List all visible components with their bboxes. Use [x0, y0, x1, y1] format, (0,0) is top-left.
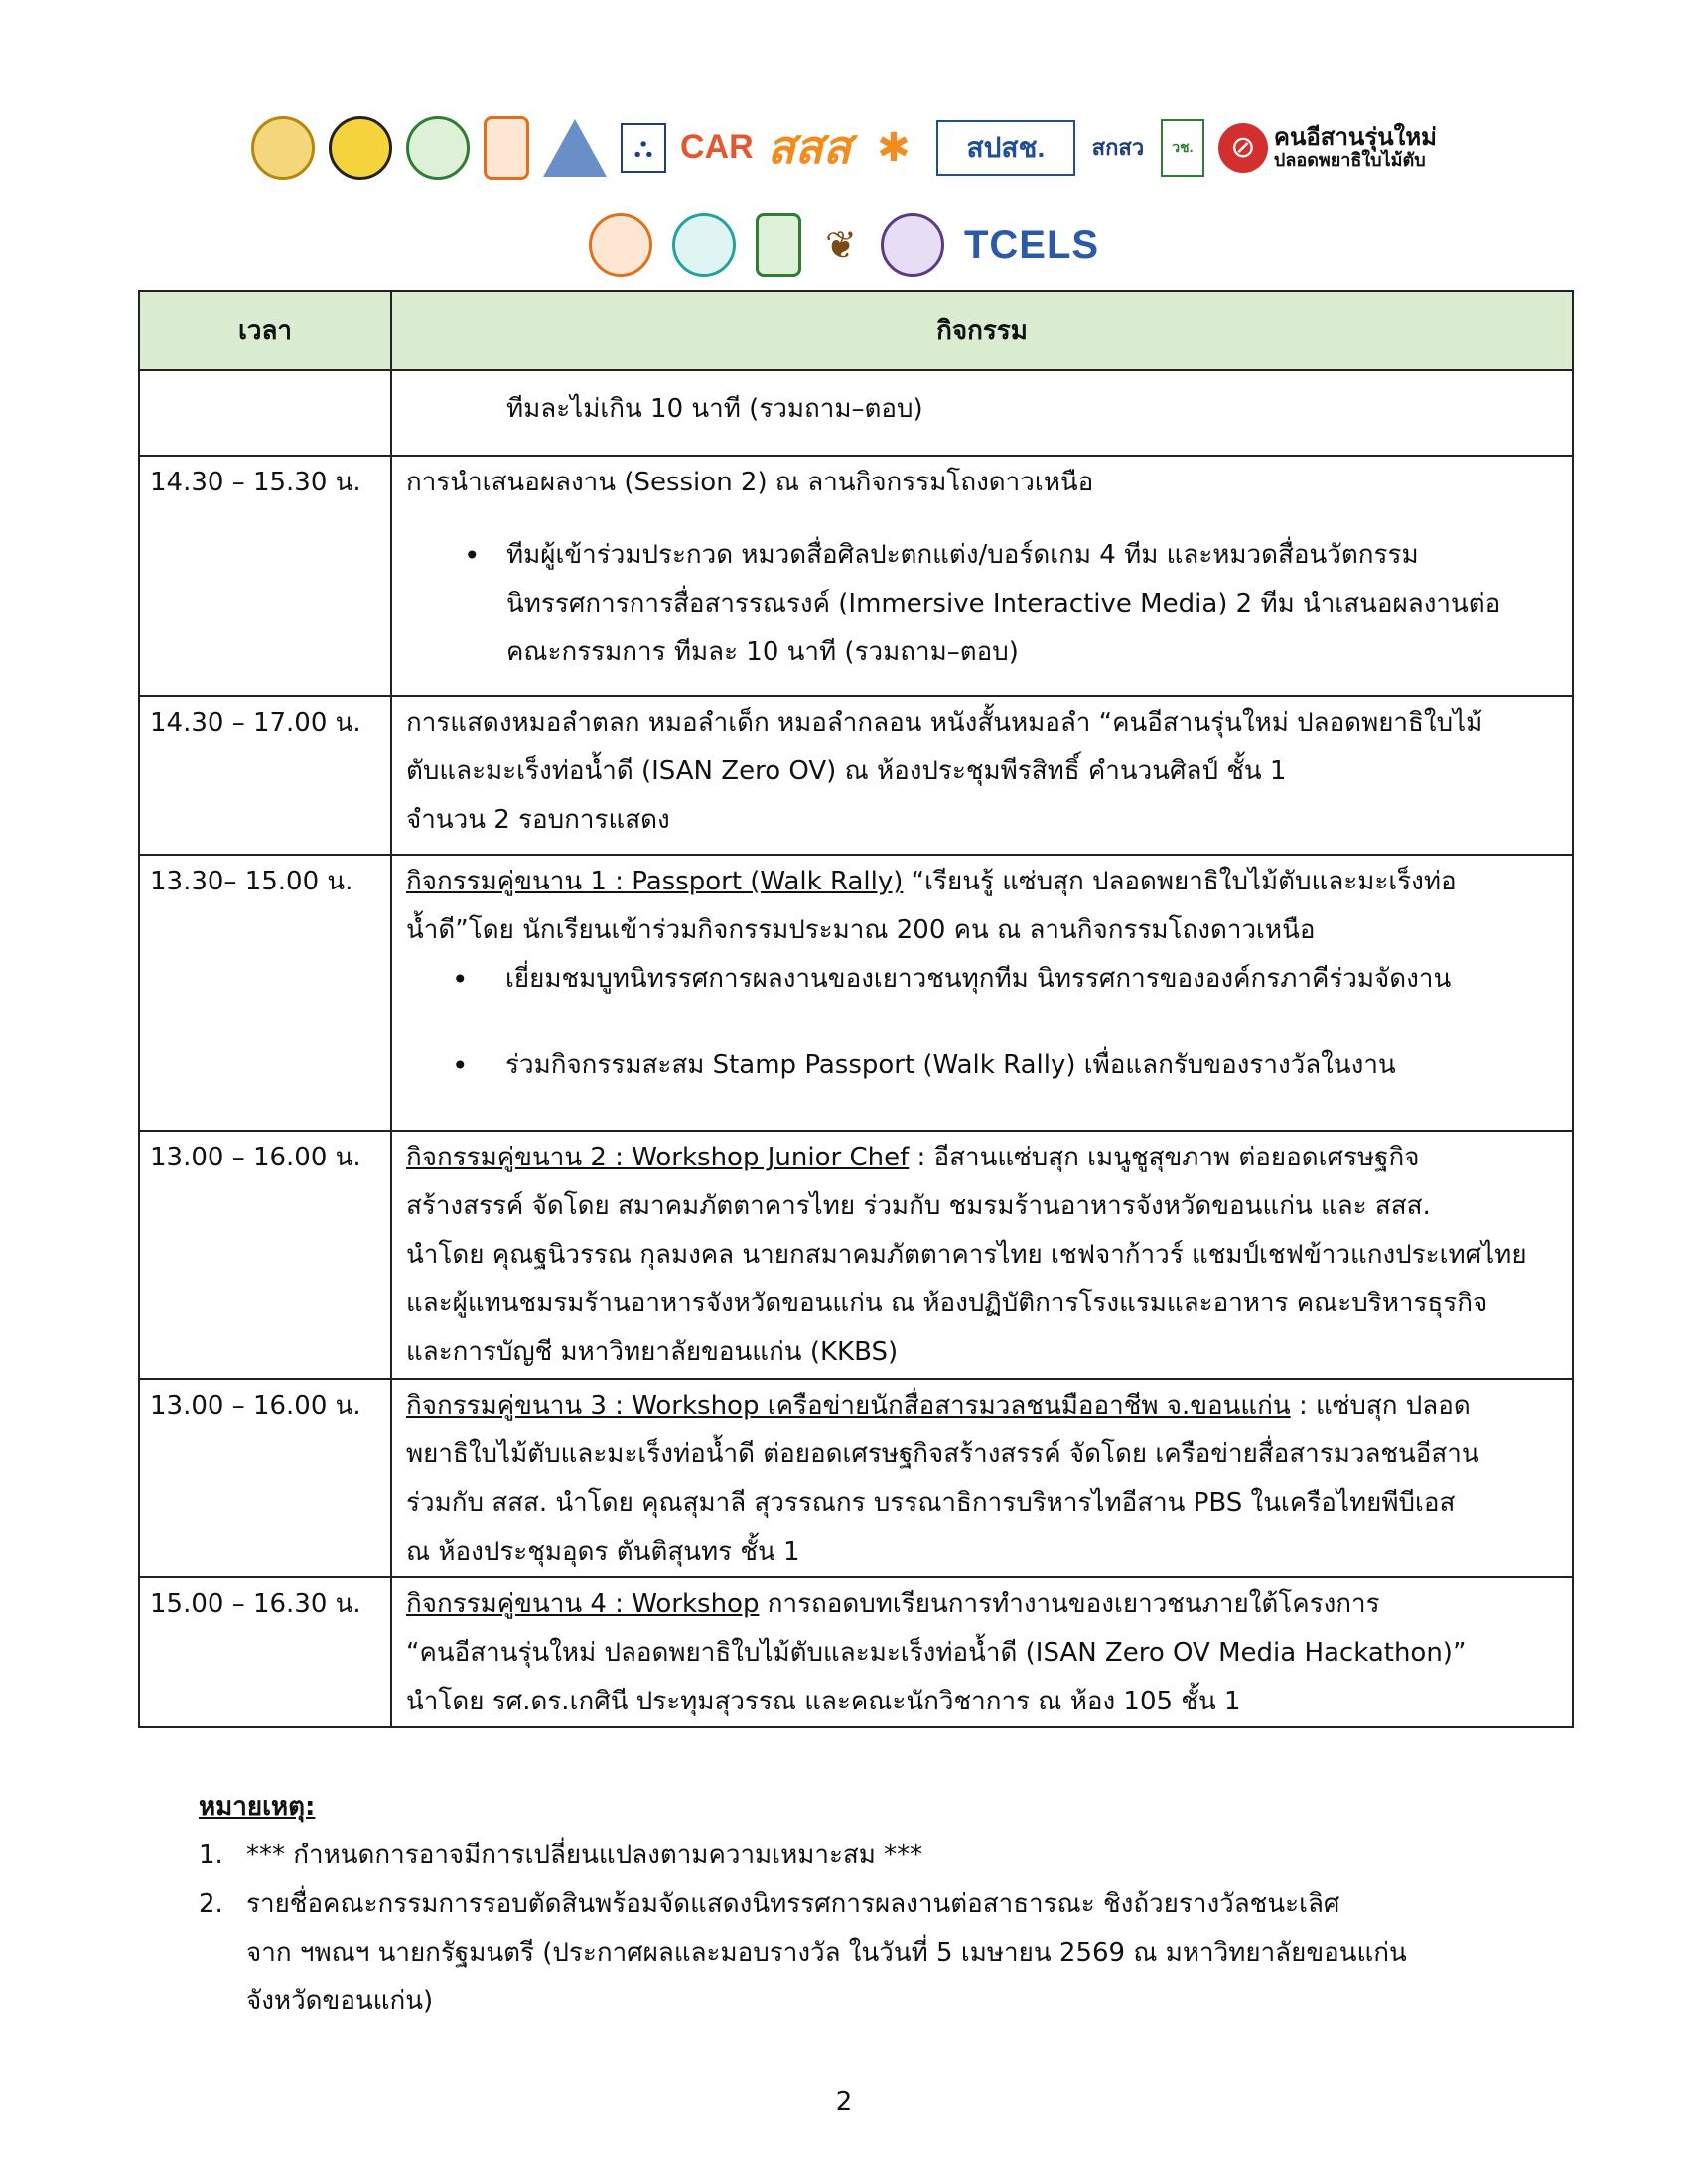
activity-line: ทีมละไม่เกิน 10 นาที (รวมถาม–ตอบ): [506, 394, 923, 424]
activity-cell: [391, 1379, 1573, 1577]
activity-line: “คนอีสานรุ่นใหม่ ปลอดพยาธิใบไม้ตับและมะเร็งท่อน้ำดี (ISAN Zero OV Media Hackathon)”: [406, 1638, 1467, 1668]
activity-title: กิจกรรมคู่ขนาน 3 : Workshop เครือข่ายนักสื่อสารมวลชนมืออาชีพ จ.ขอนแก่น: [406, 1391, 1291, 1421]
brand-line-2: ปลอดพยาธิใบไม้ตับ: [1273, 149, 1426, 171]
time-cell: 13.00 – 16.00 น.: [139, 1131, 391, 1379]
note-item: [199, 1832, 1407, 1880]
notes-heading: หมายเหตุ:: [199, 1792, 316, 1822]
table-row: [139, 696, 1573, 855]
table-row: [139, 1379, 1573, 1577]
table-row: [139, 1131, 1573, 1379]
research-institute-logo: ⛬: [621, 123, 666, 173]
activity-line: [406, 858, 1562, 906]
time-cell: 13.00 – 16.00 น.: [139, 1379, 391, 1577]
header-time: เวลา: [139, 291, 391, 370]
liver-center-logo: [589, 213, 652, 277]
header-activity: กิจกรรม: [391, 291, 1573, 370]
note-number: 2.: [199, 1889, 223, 1919]
time-cell: 15.00 – 16.30 น.: [139, 1577, 391, 1727]
activity-line: นำโดย คุณฐนิวรรณ กุลมงคล นายกสมาคมภัตตาคารไทย เชฟจาก้าวร์ แชมป์เชฟข้าวแกงประเทศไทย: [406, 1240, 1527, 1270]
activity-cell: [391, 370, 1573, 456]
seal-emblem-logo: [251, 116, 315, 180]
time-cell: 13.30– 15.00 น.: [139, 855, 391, 1131]
note-text: จังหวัดขอนแก่น): [246, 1986, 434, 2016]
leaf-logo: ❦: [825, 223, 857, 267]
activity-title-rest: “เรียนรู้ แซ่บสุก ปลอดพยาธิใบไม้ตับและมะเร็งท่อ: [903, 867, 1457, 896]
activity-line: [406, 1382, 1562, 1431]
activity-line: และผู้แทนชมรมร้านอาหารจังหวัดขอนแก่น ณ ห้องปฏิบัติการโรงแรมและอาหาร คณะบริหารธุรกิจ: [406, 1289, 1488, 1318]
note-number: 1.: [199, 1841, 223, 1870]
table-row: [139, 855, 1573, 1131]
health-promotion-logo: ✱: [877, 124, 911, 171]
notes-section: [199, 1783, 1407, 2026]
vch-logo: วช.: [1161, 119, 1204, 177]
car-logo: CAR: [680, 128, 754, 166]
activity-title-rest: : แซ่บสุก ปลอด: [1290, 1391, 1471, 1421]
spsch-logo: สปสช.: [936, 120, 1075, 176]
activity-line: [406, 1134, 1562, 1182]
activity-line: การแสดงหมอลำตลก หมอลำเด็ก หมอลำกลอน หนังสั้นหมอลำ “คนอีสานรุ่นใหม่ ปลอดพยาธิใบไม้: [406, 708, 1483, 738]
note-text: *** กำหนดการอาจมีการเปลี่ยนแปลงตามความเหมาะสม ***: [246, 1841, 923, 1870]
note-text: จาก ฯพณฯ นายกรัฐมนตรี (ประกาศผลและมอบรางวัล ในวันที่ 5 เมษายน 2569 ณ มหาวิทยาลัยขอนแก่น: [246, 1938, 1407, 1968]
bullet-line: • ทีมผู้เข้าร่วมประกวด หมวดสื่อศิลปะตกแต่ง/บอร์ดเกม 4 ทีม และหมวดสื่อนวัตกรรม: [506, 540, 1419, 570]
activity-title: กิจกรรมคู่ขนาน 1 : Passport (Walk Rally): [406, 867, 904, 896]
note-text: รายชื่อคณะกรรมการรอบตัดสินพร้อมจัดแสดงนิทรรศการผลงานต่อสาธารณะ ชิงถ้วยรางวัลชนะเลิศ: [246, 1889, 1340, 1919]
note-item: [199, 1880, 1407, 2026]
activity-cell: [391, 1577, 1573, 1727]
activity-line: และการบัญชี มหาวิทยาลัยขอนแก่น (KKBS): [406, 1337, 899, 1367]
lion-emblem-logo: [329, 116, 392, 180]
activity-title-rest: : อีสานแซ่บสุก เมนูชูสุขภาพ ต่อยอดเศรษฐกิจ: [909, 1143, 1420, 1172]
bullet-list: [406, 955, 1562, 1090]
time-cell: [139, 370, 391, 456]
schedule-table: [138, 290, 1574, 1728]
activity-line: นำโดย รศ.ดร.เกศินี ประทุมสุวรรณ และคณะนักวิชาการ ณ ห้อง 105 ชั้น 1: [406, 1687, 1241, 1716]
skso-logo: สกสว: [1091, 135, 1145, 160]
table-row: [139, 370, 1573, 456]
trident-emblem-logo: [881, 213, 944, 277]
activity-title: กิจกรรมคู่ขนาน 2 : Workshop Junior Chef: [406, 1143, 910, 1172]
triangle-logo: [543, 119, 607, 177]
activity-cell: [391, 1131, 1573, 1379]
table-row: [139, 1577, 1573, 1727]
isan-zero-ov-logo: [1218, 123, 1437, 173]
health-ministry-logo: [406, 116, 470, 180]
university-emblem-logo: [484, 116, 529, 180]
sss-logo: สสส: [767, 121, 851, 173]
activity-title-rest: การถอดบทเรียนการทำงานของเยาวชนภายใต้โครงการ: [759, 1589, 1380, 1619]
liver-foundation-logo: [672, 213, 736, 277]
bullet-line: นิทรรศการการสื่อสารรณรงค์ (Immersive Interactive Media) 2 ทีม นำเสนอผลงานต่อ: [506, 589, 1501, 618]
time-cell: 14.30 – 17.00 น.: [139, 696, 391, 855]
kku-emblem-logo: [756, 213, 801, 277]
activity-line: น้ำดี”โดย นักเรียนเข้าร่วมกิจกรรมประมาณ 200 คน ณ ลานกิจกรรมโถงดาวเหนือ: [406, 915, 1316, 945]
activity-line: การนำเสนอผลงาน (Session 2) ณ ลานกิจกรรมโถงดาวเหนือ: [406, 468, 1094, 497]
time-cell: 14.30 – 15.30 น.: [139, 456, 391, 696]
brand-line-1: คนอีสานรุ่นใหม่: [1273, 123, 1437, 152]
activity-line: สร้างสรรค์ จัดโดย สมาคมภัตตาคารไทย ร่วมกับ ชมรมร้านอาหารจังหวัดขอนแก่น และ สสส.: [406, 1191, 1431, 1221]
activity-cell: [391, 855, 1573, 1131]
activity-line: [406, 1580, 1562, 1629]
list-item: • ร่วมกิจกรรมสะสม Stamp Passport (Walk Rally) เพื่อแลกรับของรางวัลในงาน: [406, 1041, 1562, 1090]
partner-logos-row-1: [0, 111, 1688, 184]
list-item: [406, 531, 1562, 677]
bullet-line: คณะกรรมการ ทีมละ 10 นาที (รวมถาม–ตอบ): [506, 637, 1019, 667]
activity-line: พยาธิใบไม้ตับและมะเร็งท่อน้ำดี ต่อยอดเศรษฐกิจสร้างสรรค์ จัดโดย เครือข่ายสื่อสารมวลชนอีสาน: [406, 1439, 1479, 1469]
page-number: 2: [835, 2087, 853, 2116]
bullet-list: [406, 531, 1562, 677]
activity-title: กิจกรรมคู่ขนาน 4 : Workshop: [406, 1589, 760, 1619]
activity-line: จำนวน 2 รอบการแสดง: [406, 805, 670, 835]
partner-logos-row-2: [0, 213, 1688, 277]
activity-line: ร่วมกับ สสส. นำโดย คุณสุมาลี สุวรรณกร บรรณาธิการบริหารไทอีสาน PBS ในเครือไทยพีบีเอส: [406, 1488, 1456, 1518]
table-header-row: [139, 291, 1573, 370]
no-parasite-icon: ⊘: [1218, 123, 1268, 173]
activity-line: ตับและมะเร็งท่อน้ำดี (ISAN Zero OV) ณ ห้องประชุมพีรสิทธิ์ คำนวนศิลป์ ชั้น 1: [406, 756, 1287, 786]
activity-cell: [391, 696, 1573, 855]
list-item: • เยี่ยมชมบูทนิทรรศการผลงานของเยาวชนทุกทีม นิทรรศการขององค์กรภาคีร่วมจัดงาน: [406, 955, 1562, 1004]
activity-line: ณ ห้องประชุมอุดร ตันติสุนทร ชั้น 1: [406, 1537, 800, 1567]
table-row: [139, 456, 1573, 696]
activity-cell: [391, 456, 1573, 696]
tcels-logo: TCELS: [963, 222, 1100, 267]
